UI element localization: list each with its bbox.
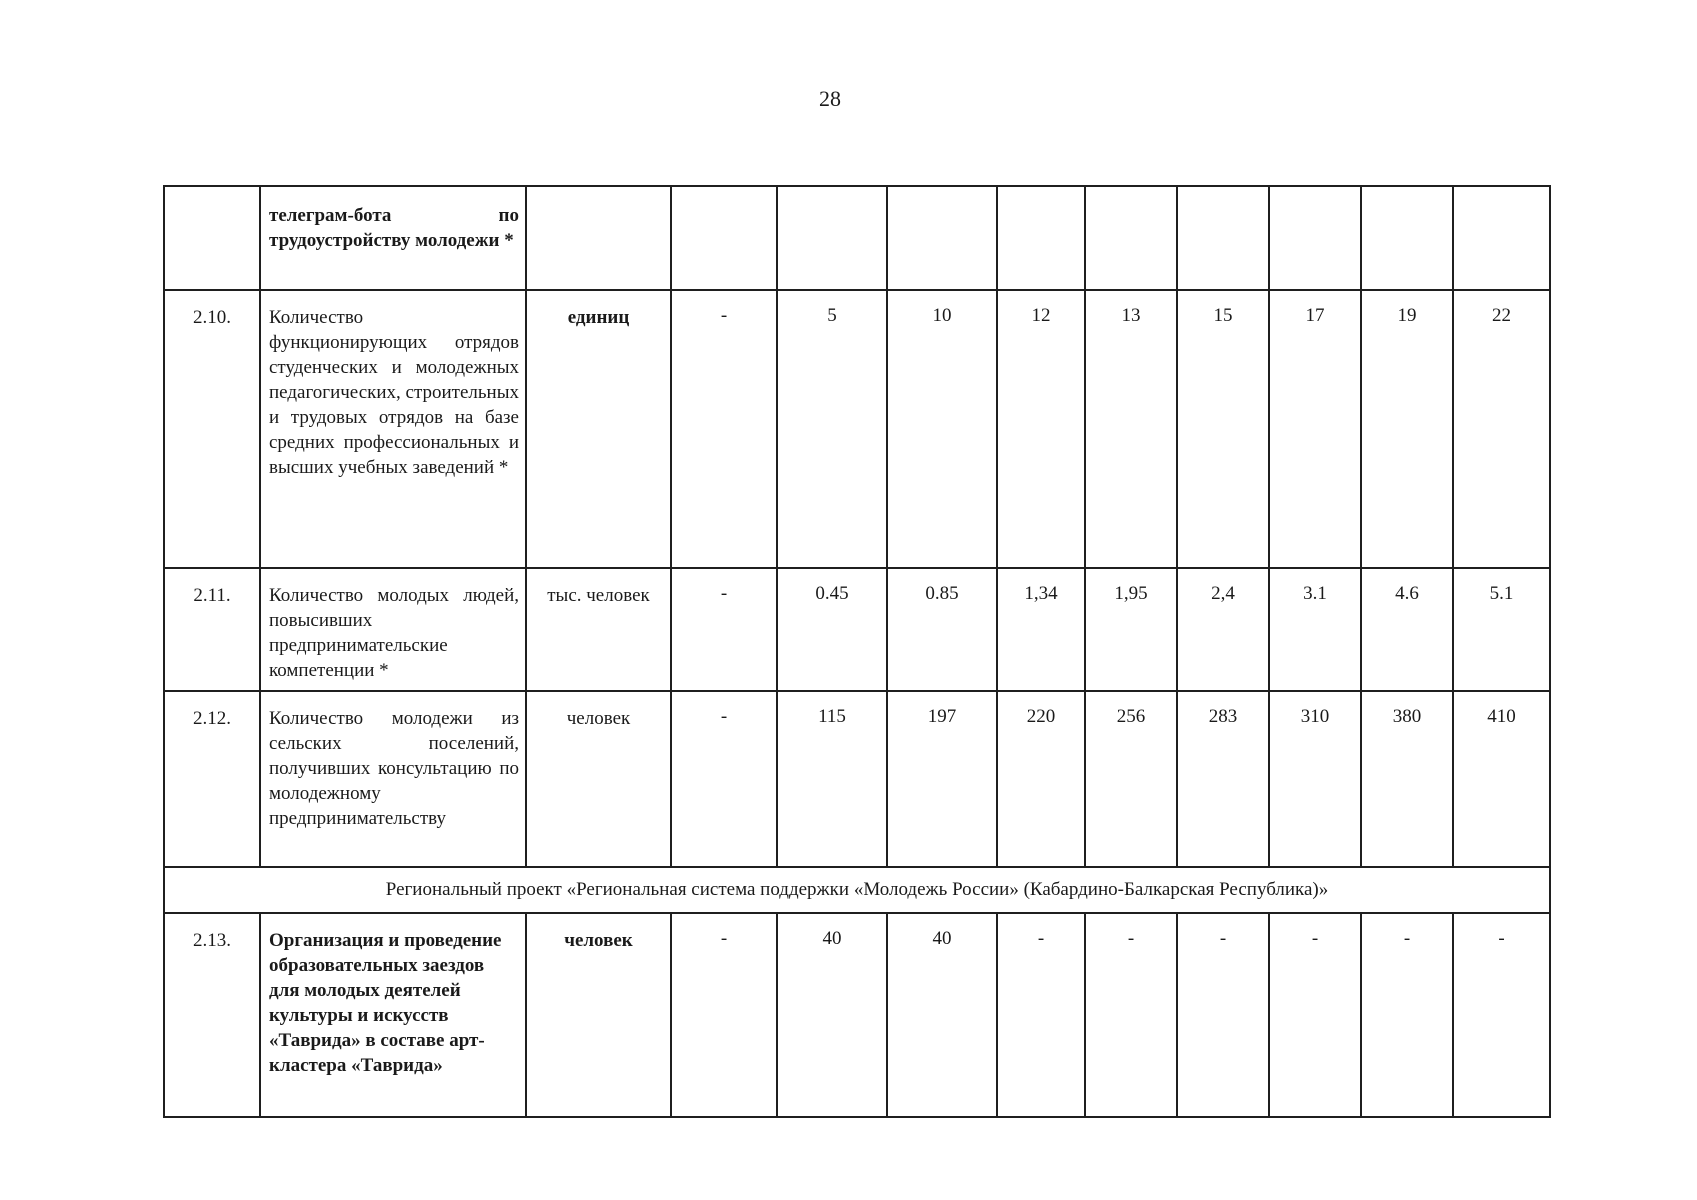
indicator-name-line1-left: телеграм-бота bbox=[269, 205, 392, 226]
value-cell: 380 bbox=[1361, 691, 1453, 867]
value-cell bbox=[1085, 186, 1177, 290]
indicator-name-text: Количество молодежи из сельских поселений, получивших консультацию по молодежному предпринимательству bbox=[269, 708, 519, 829]
value-cell bbox=[1177, 186, 1269, 290]
value-cell: - bbox=[1177, 913, 1269, 1117]
indicator-name-rest: трудоустройству молодежи * bbox=[269, 230, 514, 251]
indicator-name-line1-right: по bbox=[498, 205, 519, 226]
table-row bbox=[164, 186, 1550, 290]
value-cell: 12 bbox=[997, 290, 1085, 568]
row-number bbox=[164, 186, 260, 290]
row-number: 2.11. bbox=[164, 568, 260, 691]
value-cell: - bbox=[1361, 913, 1453, 1117]
value-cell: 40 bbox=[777, 913, 887, 1117]
value-cell: 22 bbox=[1453, 290, 1550, 568]
value-cell: - bbox=[1453, 913, 1550, 1117]
value-cell: 10 bbox=[887, 290, 997, 568]
table-row bbox=[164, 691, 1550, 867]
table-row bbox=[164, 290, 1550, 568]
value-cell: 19 bbox=[1361, 290, 1453, 568]
value-cell: 310 bbox=[1269, 691, 1361, 867]
unit-cell bbox=[526, 186, 671, 290]
indicators-table bbox=[163, 185, 1551, 1118]
unit-cell: единиц bbox=[526, 290, 671, 568]
row-number: 2.12. bbox=[164, 691, 260, 867]
value-cell bbox=[777, 186, 887, 290]
indicator-name-text: Организация и проведение образовательных заездов для молодых деятелей культуры и искусств «Таврида» в составе арт-кластера «Таврида» bbox=[269, 930, 502, 1076]
table-row bbox=[164, 913, 1550, 1117]
value-cell: 1,34 bbox=[997, 568, 1085, 691]
value-cell: 3.1 bbox=[1269, 568, 1361, 691]
value-cell: 197 bbox=[887, 691, 997, 867]
value-cell bbox=[997, 186, 1085, 290]
value-cell bbox=[1361, 186, 1453, 290]
unit-cell: человек bbox=[526, 691, 671, 867]
value-cell: 220 bbox=[997, 691, 1085, 867]
value-cell: 13 bbox=[1085, 290, 1177, 568]
indicator-name bbox=[260, 568, 526, 691]
value-cell: - bbox=[997, 913, 1085, 1117]
value-cell: 4.6 bbox=[1361, 568, 1453, 691]
table-row-section-banner bbox=[164, 867, 1550, 913]
value-cell: 410 bbox=[1453, 691, 1550, 867]
unit-cell: тыс. человек bbox=[526, 568, 671, 691]
value-cell: - bbox=[1269, 913, 1361, 1117]
value-cell: 115 bbox=[777, 691, 887, 867]
unit-cell: человек bbox=[526, 913, 671, 1117]
indicator-name-text: Количество функционирующих отрядов студенческих и молодежных педагогических, строительных и трудовых отрядов на базе средних профессиональных и высших учебных заведений * bbox=[269, 307, 519, 478]
value-cell bbox=[1453, 186, 1550, 290]
row-number: 2.13. bbox=[164, 913, 260, 1117]
value-cell: - bbox=[671, 691, 777, 867]
value-cell: - bbox=[671, 913, 777, 1117]
indicator-name bbox=[260, 186, 526, 290]
value-cell: 40 bbox=[887, 913, 997, 1117]
value-cell: - bbox=[671, 290, 777, 568]
value-cell: 5 bbox=[777, 290, 887, 568]
value-cell bbox=[887, 186, 997, 290]
value-cell: 5.1 bbox=[1453, 568, 1550, 691]
value-cell: 17 bbox=[1269, 290, 1361, 568]
table-row bbox=[164, 568, 1550, 691]
indicator-name bbox=[260, 913, 526, 1117]
value-cell: 0.45 bbox=[777, 568, 887, 691]
indicator-name bbox=[260, 691, 526, 867]
value-cell: - bbox=[671, 568, 777, 691]
value-cell: - bbox=[1085, 913, 1177, 1117]
value-cell: 1,95 bbox=[1085, 568, 1177, 691]
indicator-name-text: Количество молодых людей, повысивших предпринимательские компетенции * bbox=[269, 585, 519, 681]
page-number: 28 bbox=[819, 86, 841, 111]
value-cell: 2,4 bbox=[1177, 568, 1269, 691]
value-cell bbox=[671, 186, 777, 290]
value-cell: 0.85 bbox=[887, 568, 997, 691]
indicator-name bbox=[260, 290, 526, 568]
value-cell bbox=[1269, 186, 1361, 290]
value-cell: 15 bbox=[1177, 290, 1269, 568]
value-cell: 256 bbox=[1085, 691, 1177, 867]
regional-project-banner: Региональный проект «Региональная система поддержки «Молодежь России» (Кабардино-Балкарская Республика)» bbox=[164, 867, 1550, 913]
value-cell: 283 bbox=[1177, 691, 1269, 867]
row-number: 2.10. bbox=[164, 290, 260, 568]
